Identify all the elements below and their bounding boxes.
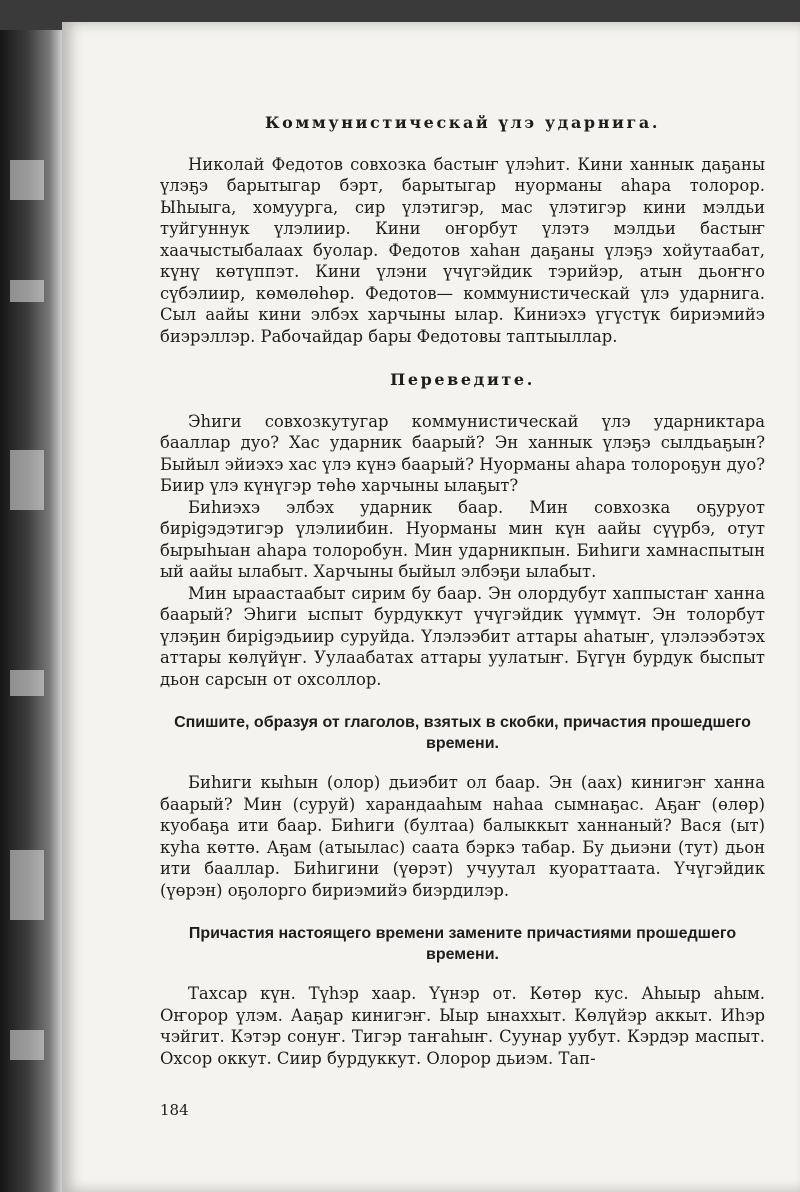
paragraph-text: Биһиэхэ элбэх ударник баар. Мин совхозка оҕуруот бирigэдэтигэр үлэлиибин. Нуорманы мин күн аайы сүүрбэ, отут бырыһыан аһара толоробун. Мин ударникпын. Биһиги хамнаспытын ый аайы ылабыт. Харчыны быйыл элбэҕи ылабыт. xyxy=(160,497,765,581)
page-number: 184 xyxy=(160,1101,189,1119)
paragraph-text: Эһиги совхозкутугар коммунистическай үлэ ударниктара бааллар дуо? Хас ударник баарый? Эн ханнык үлэҕэ сылдьаҕын? Быйыл эйиэхэ хас үлэ күнэ баарый? Нуорманы аһара толороҕун дуо? Биир үлэ күнүгэр төһө харчыны ылаҕыт? xyxy=(160,411,765,495)
paragraph-text: Тахсар күн. Түһэр хаар. Үүнэр от. Көтөр кус. Аһыыр аһым. Оҥорор үлэм. Ааҕар кинигэҥ. Ыыр ынаххыт. Көлүйэр аккыт. Иһэр чэйгит. Кэтэр сонуҥ. Тигэр таҥаһыҥ. Суунар уубут. Кэрдэр маспыт. Охсор оккут. Сиир бурдуккут. Олорор дьиэм. Тап- xyxy=(160,984,765,1068)
section-heading-translate: Переведите. xyxy=(390,370,535,389)
section-heading-exercise-1: Спишите, образуя от глаголов, взятых в скобки, причастия прошедшего времени. xyxy=(174,714,751,752)
paragraph-text: Биһиги кыһын (олор) дьиэбит ол баар. Эн (аах) кинигэҥ ханна баарый? Мин (суруй) харандааһым наһаа сымнаҕас. Аҕаҥ (өлөр) куобаҕа ити баар. Биһиги (бултаа) балыккыт ханнаный? Вася (ыт) куһа көттө. Аҕам (атыылас) саата бэркэ табар. Бу дьиэни (тут) дьон ити бааллар. Биһигини (үөрэт) учуутал куораттаата. Үчүгэйдик (үөрэн) оҕолорго бириэмийэ биэрдилэр. xyxy=(160,773,765,900)
book-spine xyxy=(0,30,62,1192)
section-heading-exercise-2: Причастия настоящего времени замените причастиями прошедшего времени. xyxy=(188,925,737,963)
page-content xyxy=(160,112,765,1069)
paragraph-text: Мин ыраастаабыт сирим бу баар. Эн олордубут хаппыстаҥ ханна баарый? Эһиги ыспыт бурдуккут үчүгэйдик үүммүт. Эн толорбут үлэҕин бирigэдьиир суруйда. Үлэлээбит аттары аһатыҥ, үлэлээбэтэх аттары көлүйүҥ. Уулаабатах аттары уулатыҥ. Бүгүн бурдук быспыт дьон сарсын от охсоллор. xyxy=(160,583,765,689)
paragraph-text: Николай Федотов совхозка бастыҥ үлэһит. Кини ханнык даҕаны үлэҕэ барытыгар бэрт, барытыгар нуорманы аһара толорор. Ыһыыга, хомуурга, сир үлэтигэр, мас үлэтигэр кини мэлдьи туйгуннук үлэлиир. Кини оҥорбут үлэтэ мэлдьи бастыҥ хаачыстыбалаах буолар. Федотов хаһан даҕаны үлэҕэ хойутаабат, күнү көтүппэт. Кини үлэни үчүгэйдик тэрийэр, атын дьоҥҥо сүбэлиир, көмөлөһөр. Федотов— коммунистическай үлэ ударнига. Сыл аайы кини элбэх харчыны ылар. Киниэхэ үгүстүк бириэмийэ биэрэллэр. Рабочайдар бары Федотовы таптыыллар. xyxy=(160,154,765,346)
page-title: Коммунистическай үлэ ударнига. xyxy=(264,113,661,132)
